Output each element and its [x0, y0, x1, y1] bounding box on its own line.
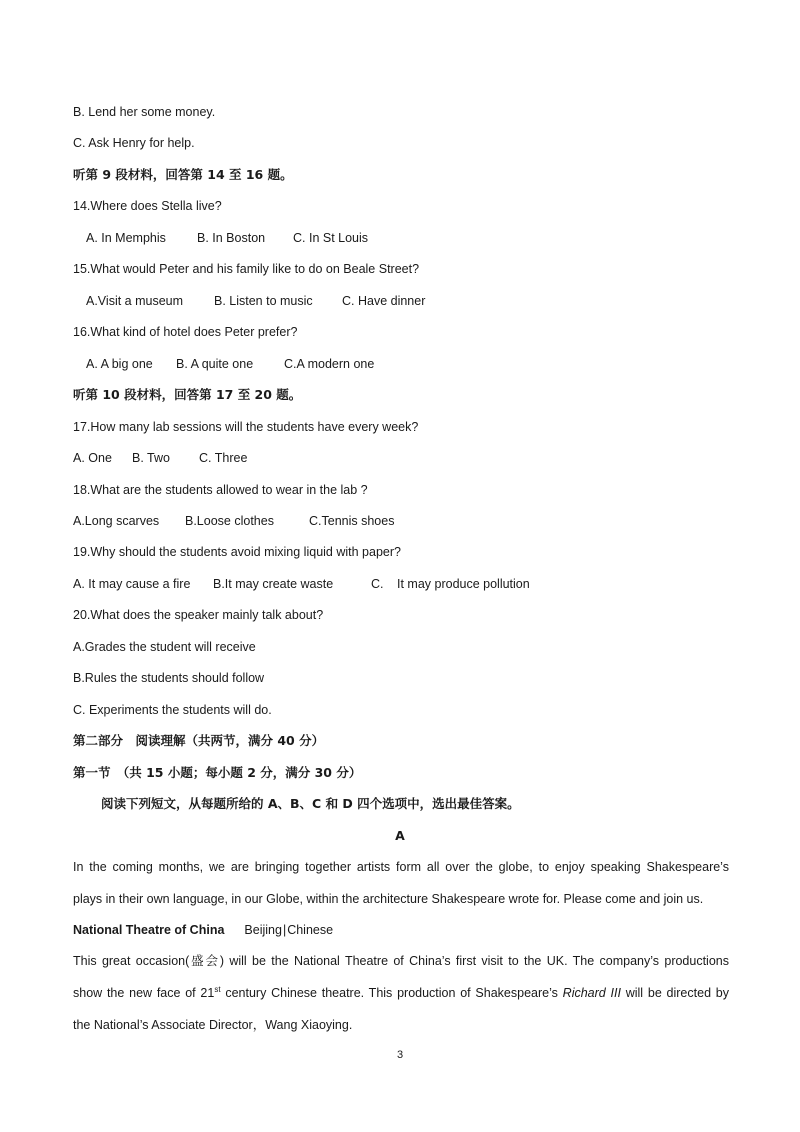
option-18a: A.Long scarves	[73, 514, 160, 528]
question-17: 17.How many lab sessions will the students have every week?	[73, 420, 419, 434]
heading-separator: |	[282, 923, 287, 937]
question-20: 20.What does the speaker mainly talk about?	[73, 608, 324, 622]
option-15b: B. Listen to music	[214, 294, 313, 308]
section-heading-10: 听第 10 段材料，回答第 17 至 20 题。	[73, 387, 302, 402]
theatre-language: Chinese	[287, 923, 334, 937]
option-14a: A. In Memphis	[86, 231, 166, 245]
question-15: 15.What would Peter and his family like to do on Beale Street?	[73, 262, 420, 276]
option-18b: B.Loose clothes	[185, 514, 274, 528]
options-17	[73, 450, 247, 466]
option-15a: A.Visit a museum	[86, 294, 184, 308]
question-19: 19.Why should the students avoid mixing liquid with paper?	[73, 545, 401, 559]
option-16c: C.A modern one	[284, 357, 375, 371]
part-two-heading: 第二部分 阅读理解（共两节，满分 40 分）	[73, 733, 325, 748]
option-13c: C. Ask Henry for help.	[73, 136, 195, 150]
option-17a: A. One	[73, 451, 112, 465]
section-one-heading: 第一节 （共 15 小题；每小题 2 分，满分 30 分）	[73, 765, 362, 780]
question-18: 18.What are the students allowed to wear in the lab ?	[73, 483, 368, 497]
option-16b: B. A quite one	[176, 357, 254, 371]
option-19a: A. It may cause a fire	[73, 577, 191, 591]
passage-body-line-3: the National’s Associate Director，Wang Xiaoying.	[73, 1018, 353, 1032]
option-19c-letter: C.	[371, 577, 384, 591]
option-19b: B.It may create waste	[213, 577, 334, 591]
option-17b: B. Two	[132, 451, 170, 465]
option-18c: C.Tennis shoes	[309, 514, 395, 528]
question-16: 16.What kind of hotel does Peter prefer?	[73, 325, 298, 339]
play-title: Richard III	[562, 986, 621, 1000]
theatre-name: National Theatre of China	[73, 923, 225, 937]
reading-instruction: 阅读下列短文，从每题所给的 A、B、C 和 D 四个选项中，选出最佳答案。	[101, 796, 520, 811]
options-15	[86, 293, 425, 309]
theatre-city: Beijing	[244, 923, 282, 937]
theatre-heading	[73, 922, 333, 938]
options-16	[86, 356, 374, 372]
option-15c: C. Have dinner	[342, 294, 426, 308]
option-16a: A. A big one	[86, 357, 153, 371]
passage-body-line-2	[73, 977, 729, 1009]
option-20b: B.Rules the students should follow	[73, 671, 265, 685]
passage-body-line-1: This great occasion(盛会) will be the National Theatre of China’s first visit to the UK. The company’s productions	[73, 954, 729, 968]
options-18	[73, 513, 394, 529]
option-19c: It may produce pollution	[397, 577, 530, 591]
question-14: 14.Where does Stella live?	[73, 199, 222, 213]
passage-label: A	[395, 828, 405, 843]
option-13b: B. Lend her some money.	[73, 105, 216, 119]
passage-intro	[73, 851, 729, 915]
passage-intro-line-2: plays in their own language, in our Globe, within the architecture Shakespeare wrote for. Please come and join us.	[73, 892, 704, 906]
passage-intro-line-1: In the coming months, we are bringing together artists form all over the globe, to enjoy speaking Shakespeare’s	[73, 860, 729, 874]
options-19	[73, 576, 530, 592]
option-14c: C. In St Louis	[293, 231, 369, 245]
body-line-2-end: will be directed by	[620, 986, 729, 1000]
option-14b: B. In Boston	[197, 231, 266, 245]
ordinal-suffix: st	[214, 984, 221, 994]
body-line-2-start: show the new face of 21	[73, 986, 215, 1000]
option-20a: A.Grades the student will receive	[73, 640, 256, 654]
option-20c: C. Experiments the students will do.	[73, 703, 272, 717]
options-14	[86, 230, 368, 246]
page-number: 3	[396, 1049, 404, 1061]
body-line-2-middle: century Chinese theatre. This production of Shakespeare’s	[220, 986, 563, 1000]
passage-body	[73, 945, 729, 1041]
section-heading-9: 听第 9 段材料，回答第 14 至 16 题。	[73, 167, 293, 182]
option-17c: C. Three	[199, 451, 248, 465]
